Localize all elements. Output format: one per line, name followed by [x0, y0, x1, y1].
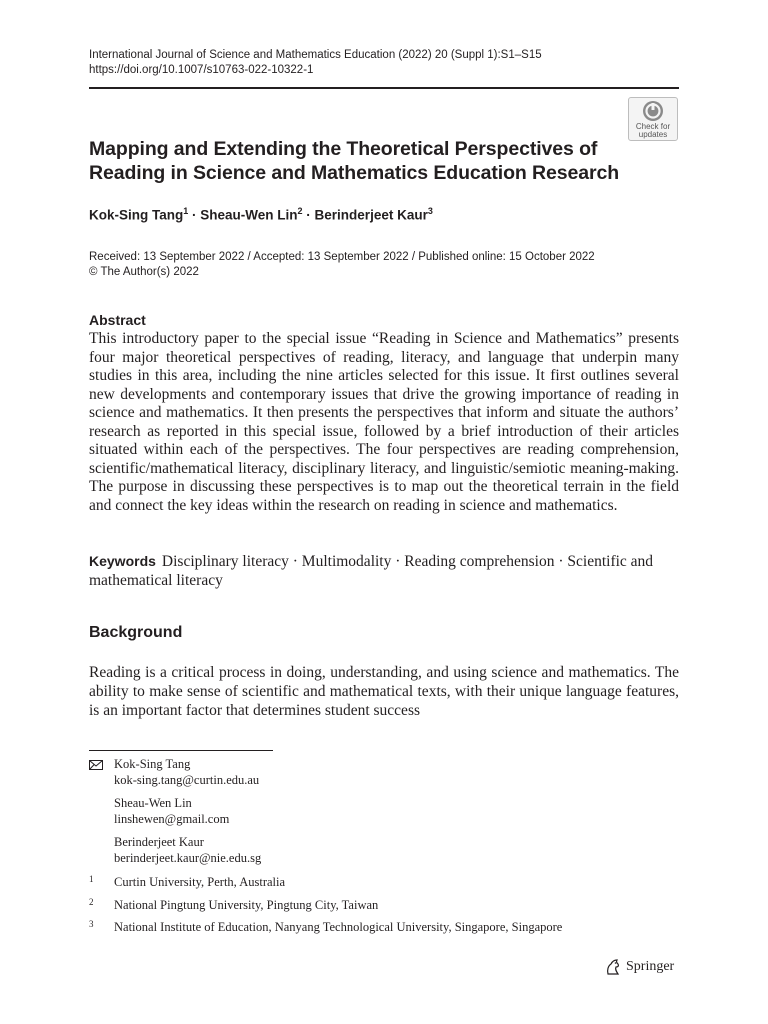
affiliation-marker: 2: [297, 206, 303, 216]
affiliation-list: [89, 875, 649, 943]
copyright-line: © The Author(s) 2022: [89, 266, 199, 278]
author-name[interactable]: Kok-Sing Tang: [89, 207, 184, 223]
publisher-name: Springer: [626, 959, 675, 974]
publisher-logo: [604, 958, 674, 976]
keywords-label: Keywords: [89, 553, 156, 569]
contact-email[interactable]: linshewen@gmail.com: [114, 811, 230, 826]
footnote-rule: [89, 750, 273, 751]
contact-entry: [89, 757, 649, 788]
affiliation-marker: 1: [183, 206, 189, 216]
check-for-updates-badge[interactable]: [628, 97, 678, 141]
check-updates-icon: [642, 100, 664, 122]
abstract-heading: Abstract: [89, 312, 146, 328]
contact-name: Kok-Sing Tang: [114, 757, 191, 771]
section-heading-background: Background: [89, 624, 183, 641]
author-name[interactable]: Sheau-Wen Lin: [200, 207, 298, 223]
contact-email[interactable]: kok-sing.tang@curtin.edu.au: [114, 772, 260, 787]
springer-horse-icon: [604, 958, 622, 976]
background-text: Reading is a critical process in doing, understanding, and using science and mathematics. The ability to make sense of scientific and mathematical texts, with their unique language features, is an important factor that determines student success: [89, 664, 679, 719]
contact-entry: [89, 835, 649, 866]
header-rule: [89, 87, 679, 89]
envelope-icon: [89, 760, 103, 770]
keywords-text: Disciplinary literacy · Multimodality · Reading comprehension · Scientific and mathematical literacy: [89, 553, 654, 589]
contact-list: [89, 757, 649, 874]
contact-email[interactable]: berinderjeet.kaur@nie.edu.sg: [114, 850, 262, 865]
article-title: Mapping and Extending the Theoretical Perspectives of Reading in Science and Mathematics Education Research: [89, 138, 620, 184]
affiliation-number: 3: [89, 919, 94, 929]
abstract-text: This introductory paper to the special issue “Reading in Science and Mathematics” presents four major theoretical perspectives of reading, literacy, and language that underpin many studies in this area, including the nine articles selected for this issue. It first outlines several new developments and contemporary issues that drive the growing importance of reading in science and mathematics. It then presents the perspectives that inform and situate the authors’ research as reported in this special issue, followed by a brief introduction of their articles situated within each of the perspectives. The four perspectives are reading comprehension, scientific/mathematical literacy, disciplinary literacy, and linguistic/semiotic meaning-making. The purpose in discussing these perspectives is to map out the theoretical terrain in the field and connect the key ideas within the research on reading in science and mathematics.: [89, 330, 679, 514]
contact-entry: [89, 796, 649, 827]
affiliation-marker: 3: [427, 206, 433, 216]
doi-link[interactable]: https://doi.org/10.1007/s10763-022-10322-1: [89, 64, 314, 76]
affiliation-item: [89, 875, 649, 891]
affiliation-item: [89, 920, 649, 936]
affiliation-number: 2: [89, 896, 94, 907]
journal-header: [89, 48, 542, 78]
contact-name: Sheau-Wen Lin: [114, 796, 192, 810]
dates-line: Received: 13 September 2022 / Accepted: 13 September 2022 / Published online: 15 October 2022: [89, 251, 595, 263]
journal-citation: International Journal of Science and Mathematics Education (2022) 20 (Suppl 1):S1–S15: [89, 49, 542, 61]
author-name[interactable]: Berinderjeet Kaur: [314, 207, 428, 223]
badge-label: Check for updates: [635, 122, 671, 139]
affiliation-number: 1: [89, 874, 94, 884]
affiliation-text: National Institute of Education, Nanyang Technological University, Singapore, Singapore: [114, 920, 563, 934]
author-list: [89, 206, 433, 223]
author-separator: ·: [188, 207, 201, 223]
contact-name: Berinderjeet Kaur: [114, 835, 204, 849]
keywords: [89, 552, 679, 590]
affiliation-text: Curtin University, Perth, Australia: [114, 875, 286, 889]
affiliation-text: National Pingtung University, Pingtung City, Taiwan: [114, 897, 379, 912]
author-separator: ·: [302, 207, 315, 223]
publication-dates: [89, 250, 595, 280]
affiliation-item: [89, 898, 649, 914]
